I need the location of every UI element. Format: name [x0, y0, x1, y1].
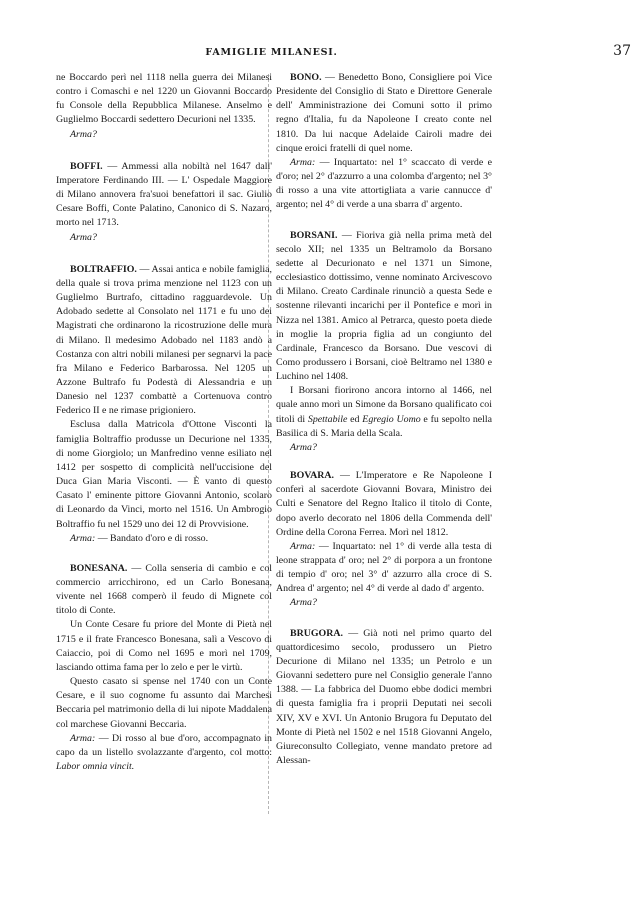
entry-text2a-borsani: I Borsani fiorirono ancora intorno al 1466, nel quale anno morì un Simone da Borsano qualificato coi titoli di — [276, 385, 492, 425]
entry-text2-boltraffio: Esclusa dalla Matricola d'Ottone Visconti la famiglia Boltraffio produsse un Decurione nel 1335, di nome Giorgiolo; un Manfredino venne esiliato nel 1412 per sospetto di complicità nell'uccisione del Duca Gian Maria Visconti. — È vanto di questo Casato l' eminente pittore Giovanni Antonio, scolaro di Leonardo da Vinci, morto nel 1516. Un Ambrogio Boltraffio fu nel 1529 uno dei 12 di Provvisione. — [56, 419, 272, 530]
entry-name-bono: BONO. — [290, 72, 322, 83]
entry-name-bonesana: BONESANA. — [70, 562, 128, 574]
entry-arms2-bovara: Arma? — [290, 597, 317, 609]
title-egregio-uomo: Egregio Uomo — [362, 413, 421, 425]
entry-borsani — [276, 229, 492, 456]
entry-name-brugora: BRUGORA. — [290, 627, 343, 639]
entry-text-boffi: — Ammessi alla nobiltà nel 1647 dall' Imperatore Ferdinando III. — L' Ospedale Maggiore di Milano annovera fra'suoi benefattori il sac. Giulio Cesare Boffi, Conte Palatino, Canonico di S. Nazaro, morto nel 1713. — [56, 160, 273, 229]
continuation-paragraph: ne Boccardo perì nel 1118 nella guerra dei Milanesi contro i Comaschi e nel 1220 un Giovanni Boccardo fu Console della Repubblica Milanese. Anselmo e Guglielmo Boccardi sedettero Decurioni nel 1335. — [56, 72, 272, 126]
arms-label-bono: Arma: — [290, 156, 316, 168]
motto-bonesana: Labor omnia vincit. — [56, 761, 135, 773]
entry-text-boltraffio: — Assai antica e nobile famiglia, della quale si trova prima menzione nel 1123 con un Guglielmo Burtrafo, cittadino ragguardevole. Un Adobado sedette al Consolato nel 1171 e fu uno dei Magistrati che ordinarono la ricostruzione delle mura di Milano. Il medesimo Adobado nel 1183 andò a Costanza con altri nobili milanesi per segnarvi la pace fra Milano e Federico Barbarossa. Nel 1205 un Azzone Bultrafo fu Podestà di Alessandria e un Danesio nel 1237 combattè a Cortenuova contro Federico II e ne rimase prigioniero. — [56, 263, 272, 417]
entry-name-boltraffio: BOLTRAFFIO. — [70, 263, 137, 275]
entry-text2c-borsani: e fu sepolto nella Basilica di S. Maria della Scala. — [276, 413, 493, 439]
entry-arms-boltraffio: — Bandato d'oro e di rosso. — [97, 532, 209, 544]
entry-text-bovara: — L'Imperatore e Re Napoleone I conferì al sacerdote Giovanni Bovara, Ministro dei Culti e Senatore del Regno Italico il titolo di Conte, dopo averlo decorato nel 1806 della Commenda dell' Ordine della Corona Ferrea. Morì nel 1812. — [276, 470, 493, 538]
entry-text-brugora: — Già noti nel primo quarto del quattordicesimo secolo, produssero un Pietro Decurione di Milano nel 1335; un Petrolo e un Giovanni sedettero pure nel Consiglio generale l'anno 1388. — La fabbrica del Duomo ebbe dodici membri di questa famiglia fra i proprii Deputati nei secoli XIV, XV e XVI. Un Antonio Brugora fu Deputato del Monte di Pietà nel 1502 e nel 1518 Giovanni Angelo, Giureconsulto Collegiato, venne mandato pretore ad Alessan- — [276, 627, 492, 767]
entry-text3-bonesana: Questo casato si spense nel 1740 con un Conte Cesare, e il suo cognome fu assunto dai Marchesi Beccaria pel matrimonio della di lui nipote Maddalena col marchese Giovanni Beccaria. — [56, 676, 272, 730]
left-column — [56, 71, 272, 774]
entry-text-bonesana: — Colla senseria di cambio e col commercio arricchirono, ed un Carlo Bonesana, vivente nel 1668 comperò il feudo di Mignete col titolo di Conte. — [56, 562, 272, 617]
entry-arms-bovara: — Inquartato: nel 1° di verde alla testa di leone strappata d' oro; nel 2° di porpora a un frontone di tempio d' oro; nel 3° d' azzurro alla croce di S. Andrea d' argento; nel 4° di verde al dado d' argento. — [276, 540, 493, 595]
right-column — [276, 71, 492, 768]
entry-arms-borsani: Arma? — [290, 441, 317, 453]
entry-boffi — [56, 160, 272, 245]
entry-name-borsani: BORSANI. — [290, 229, 338, 241]
arms-label-boltraffio: Arma: — [70, 532, 96, 544]
entry-boltraffio — [56, 263, 272, 546]
entry-text2-bonesana: Un Conte Cesare fu priore del Monte di Pietà nel 1715 e il frate Francesco Bonesana, salì a Vescovo di Caiaccio, poi di Como nel 1695 e morì nel 1709, lasciando ottima fama per lo zelo e per le virtù. — [56, 619, 272, 673]
page-header — [56, 43, 631, 65]
entry-name-boffi: BOFFI. — [70, 160, 103, 172]
entry-text2b-borsani: ed — [350, 413, 360, 425]
entry-arms-bono: — Inquartato: nel 1° scaccato di verde e d'oro; nel 2° d'azzurro a una colomba d'argento; nel 3° di rosso a una vite attortigliata a varie cannucce d' argento; nel 4° di verde a una sbarra d' argento. — [276, 156, 492, 211]
entry-bovara — [276, 469, 492, 611]
running-title: FAMIGLIE MILANESI. — [205, 47, 338, 58]
arms-label-bonesana: Arma: — [70, 732, 96, 744]
continuation-arms: Arma? — [70, 128, 97, 140]
entry-text-bono: — Benedetto Bono, Consigliere poi Vice Presidente del Consiglio di Stato e Direttore Generale dell' Amministrazione dei Comuni sotto il primo regno d'Italia, fu da Napoleone I creato conte nel 1810. Da lui nacque Adelaide Cairoli madre dei cinque eroici fratelli di quel nome. — [276, 72, 493, 154]
entry-bono — [276, 71, 492, 213]
entry-brugora — [276, 627, 492, 769]
entry-arms-bonesana: — Di rosso al bue d'oro, accompagnato in capo da un listello svolazzante d'argento, col motto: — [56, 732, 272, 758]
entry-text-borsani: — Fioriva già nella prima metà del secolo XII; nel 1335 un Beltramolo da Borsano sedette al Decurionato e nel 1371 un Simone, ecclesiastico dottissimo, venne nominato Arcivescovo di Milano. Creato Cardinale rinunciò a questa Sede e sostenne rilevanti incarichi per il Pontefice e morì in Nizza nel 1381. Amico al Petrarca, questo poeta diede in moglie la propria figlia ad un congiunto del Cardinale, Francesco da Borsano. Due vescovi di Como produssero i Borsani, cioè Beltramo nel 1380 e Luchino nel 1408. — [276, 229, 492, 383]
page-number: 37 — [613, 43, 631, 59]
arms-label-bovara: Arma: — [290, 540, 316, 552]
title-spettabile: Spettabile — [307, 413, 348, 425]
entry-bonesana — [56, 562, 272, 774]
entry-arms-boffi: Arma? — [70, 231, 97, 243]
entry-name-bovara: BOVARA. — [290, 470, 334, 482]
